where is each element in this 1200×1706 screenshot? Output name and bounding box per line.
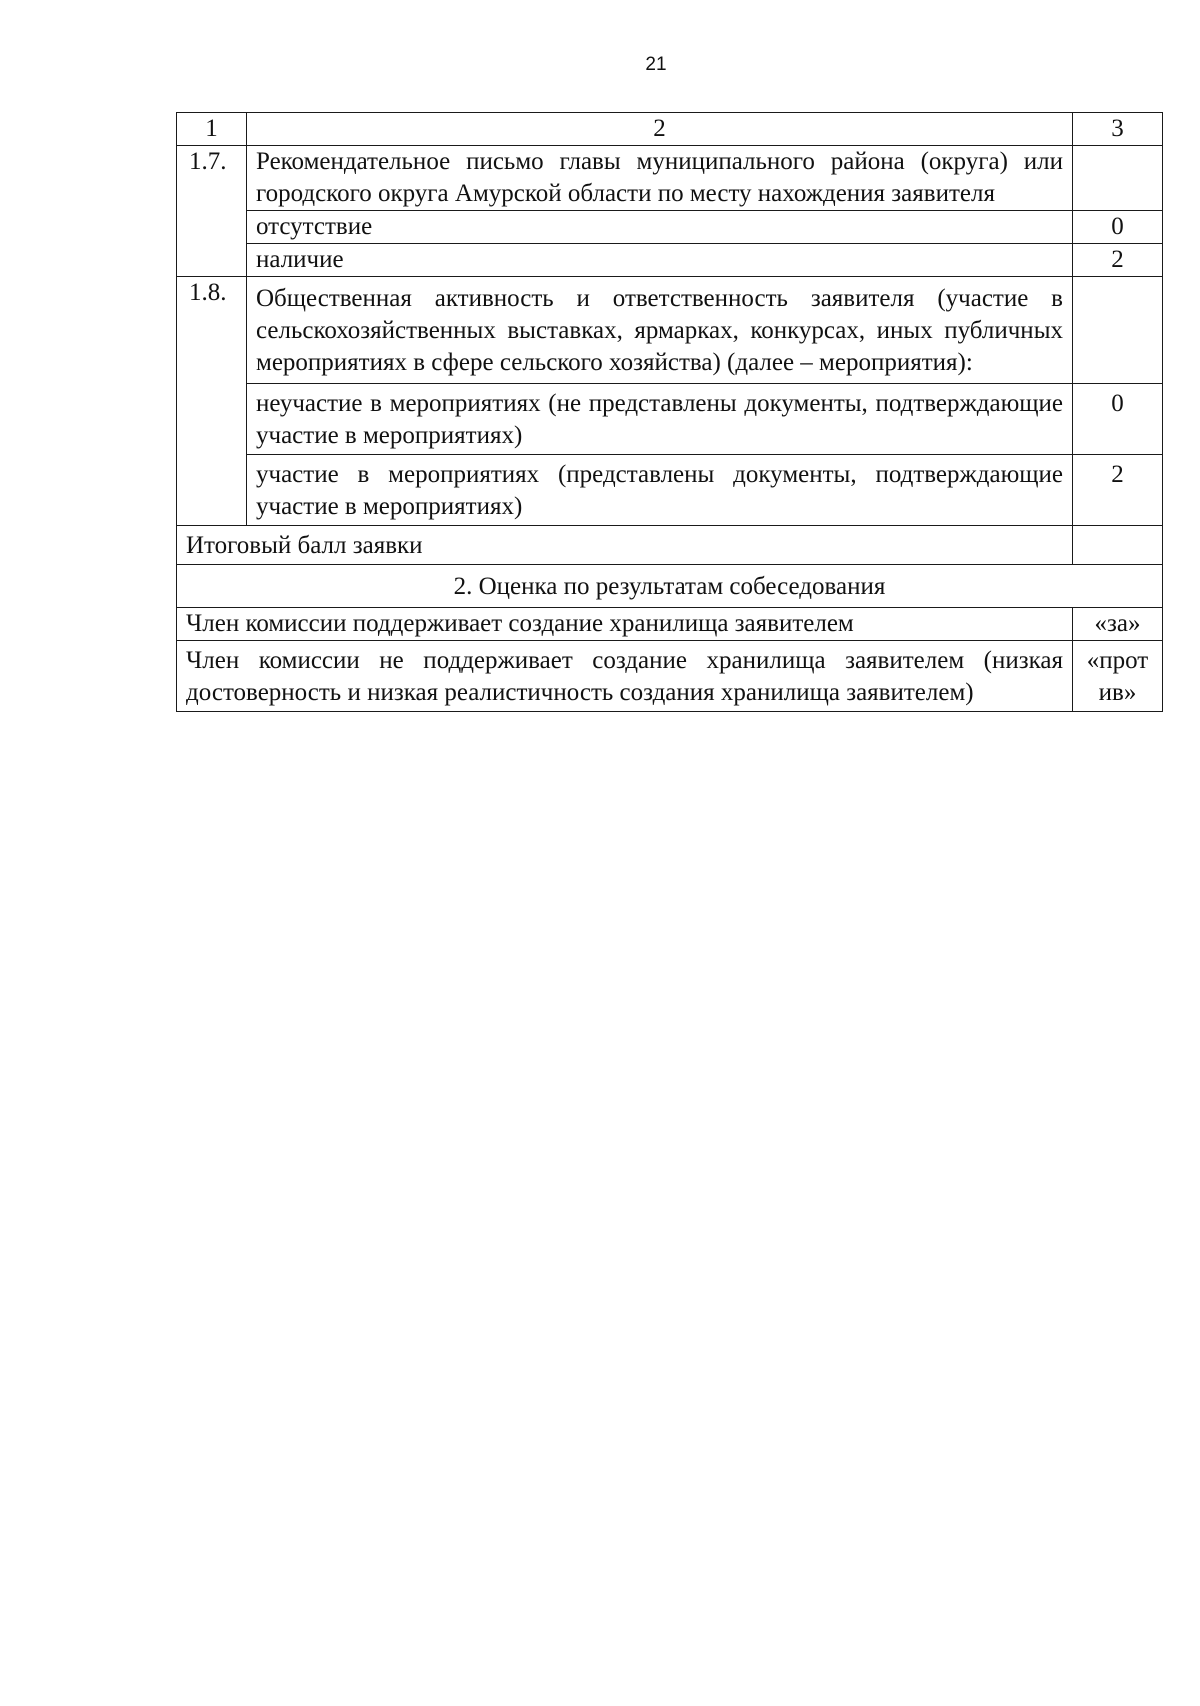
- section-2-row-label: Член комиссии не поддерживает создание хранилища заявителем (низкая достоверность и низкая реалистичность создания хранилища заявителем): [177, 641, 1073, 712]
- header-col-1: 1: [177, 113, 247, 146]
- table-row: [177, 608, 1163, 641]
- total-score: [1073, 526, 1163, 565]
- header-col-3: 3: [1073, 113, 1163, 146]
- table-row: [177, 641, 1163, 712]
- section-2-title: 2. Оценка по результатам собеседования: [177, 565, 1163, 608]
- section-1-8-title-score: [1073, 277, 1163, 384]
- table-row: [177, 211, 1163, 244]
- option-score: 0: [1073, 384, 1163, 455]
- section-2-row-value: «против»: [1073, 641, 1163, 712]
- option-score: 2: [1073, 455, 1163, 526]
- table-row: [177, 244, 1163, 277]
- total-row: [177, 526, 1163, 565]
- section-1-7-title-score: [1073, 146, 1163, 211]
- option-label: неучастие в мероприятиях (не представлены документы, подтверждающие участие в мероприятиях): [247, 384, 1073, 455]
- section-1-8-number: 1.8.: [177, 277, 247, 526]
- option-label: участие в мероприятиях (представлены документы, подтверждающие участие в мероприятиях): [247, 455, 1073, 526]
- table-row: [177, 384, 1163, 455]
- option-label: отсутствие: [247, 211, 1073, 244]
- criteria-table: [176, 112, 1163, 712]
- option-score: 2: [1073, 244, 1163, 277]
- table-header-row: [177, 113, 1163, 146]
- page-number: 21: [645, 54, 667, 75]
- table-row: [177, 146, 1163, 211]
- option-label: наличие: [247, 244, 1073, 277]
- section-1-7-title: Рекомендательное письмо главы муниципального района (округа) или городского округа Амурской области по месту нахождения заявителя: [247, 146, 1073, 211]
- section-2-row-label: Член комиссии поддерживает создание хранилища заявителем: [177, 608, 1073, 641]
- table-row: [177, 277, 1163, 384]
- header-col-2: 2: [247, 113, 1073, 146]
- section-2-row-value: «за»: [1073, 608, 1163, 641]
- section-1-8-title: Общественная активность и ответственность заявителя (участие в сельскохозяйственных выставках, ярмарках, конкурсах, иных публичных мероприятиях в сфере сельского хозяйства) (далее – мероприятия):: [247, 277, 1073, 384]
- section-2-title-row: [177, 565, 1163, 608]
- table-row: [177, 455, 1163, 526]
- option-score: 0: [1073, 211, 1163, 244]
- total-label: Итоговый балл заявки: [177, 526, 1073, 565]
- section-1-7-number: 1.7.: [177, 146, 247, 277]
